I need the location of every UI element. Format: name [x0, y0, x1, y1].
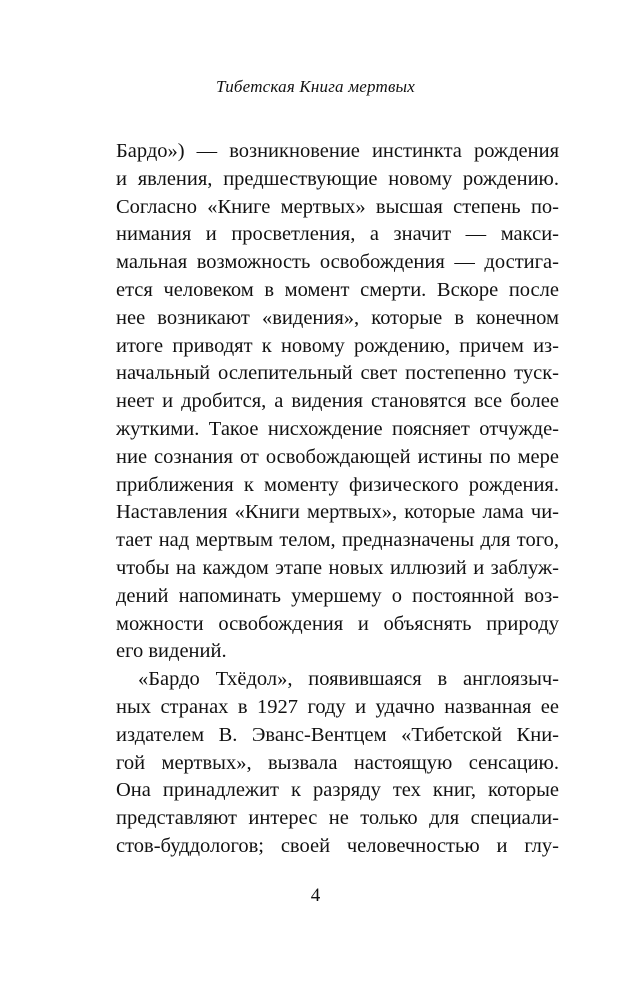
- text-line: ние сознания от освобождающей истины по мере: [116, 445, 559, 468]
- text-line: нее возникают «видения», которые в конечном: [116, 306, 559, 329]
- text-line: представляют интерес не только для специали-: [116, 807, 559, 830]
- text-line: ных странах в 1927 году и удачно названная ее: [116, 695, 559, 718]
- text-line: можности освобождения и объяснять природу: [116, 612, 559, 635]
- text-line: дений напоминать умершему о постоянной воз-: [116, 584, 559, 607]
- text-line: неет и дробится, а видения становятся все более: [116, 390, 559, 413]
- text-line: чтобы на каждом этапе новых иллюзий и заблуж-: [116, 556, 559, 579]
- text-line: «Бардо Тхёдол», появившаяся в англоязыч-: [138, 668, 559, 691]
- text-line: тает над мертвым телом, предназначены для того,: [116, 529, 559, 552]
- text-line: жуткими. Такое нисхождение поясняет отчужде-: [116, 417, 559, 440]
- text-line: итоге приводят к новому рождению, причем из-: [116, 334, 559, 357]
- text-line: Наставления «Книги мертвых», которые лама чи-: [116, 501, 559, 524]
- text-line: Согласно «Книге мертвых» высшая степень по-: [116, 195, 559, 218]
- text-line: гой мертвых», вызвала настоящую сенсацию.: [116, 751, 559, 774]
- text-line: ется человеком в момент смерти. Вскоре после: [116, 278, 559, 301]
- text-line: начальный ослепительный свет постепенно туск-: [116, 362, 559, 385]
- text-line: Она принадлежит к разряду тех книг, которые: [116, 779, 559, 802]
- text-line: нимания и просветления, а значит — макси-: [116, 223, 559, 246]
- text-line: мальная возможность освобождения — достига-: [116, 251, 559, 274]
- page-number: 4: [310, 885, 321, 906]
- text-line: стов-буддологов; своей человечностью и глу-: [116, 834, 559, 857]
- text-line: Бардо») — возникновение инстинкта рождения: [116, 140, 559, 162]
- running-title: Тибетская Книга мертвых: [215, 77, 415, 96]
- text-line: приближения к моменту физического рождения.: [116, 473, 559, 496]
- text-line: и явления, предшествующие новому рождению.: [116, 167, 559, 190]
- body-text: [116, 138, 559, 861]
- text-line: его видений.: [116, 640, 227, 663]
- text-line: издателем В. Эванс-Вентцем «Тибетской Кни-: [116, 723, 559, 746]
